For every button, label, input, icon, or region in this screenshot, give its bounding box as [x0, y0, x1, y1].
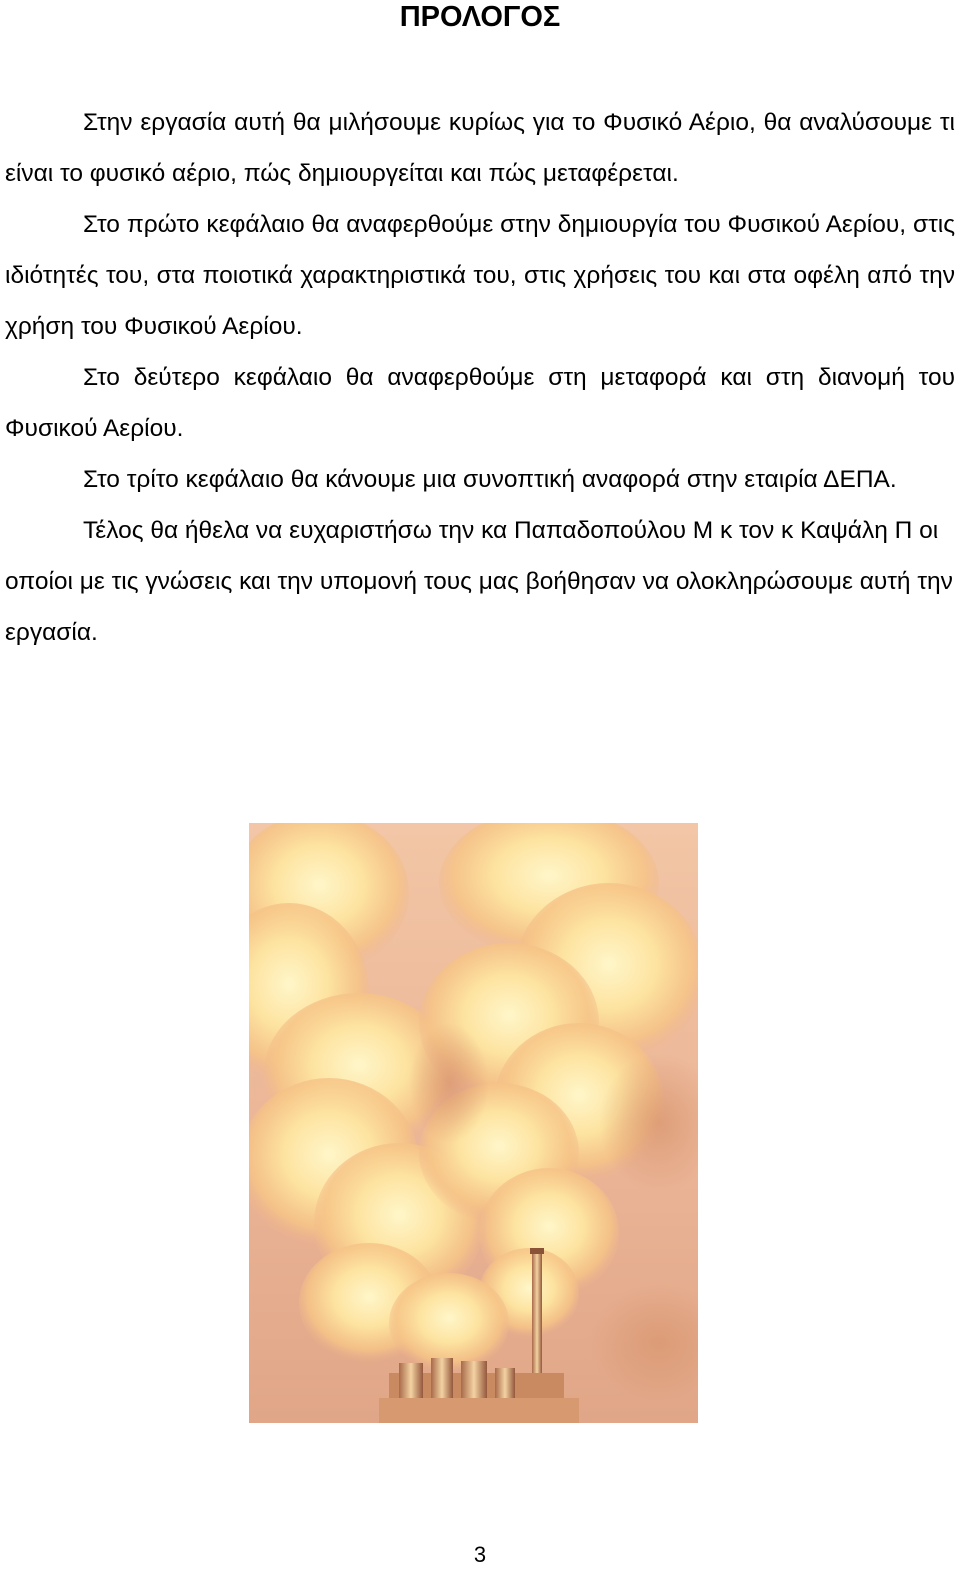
chimney [532, 1248, 542, 1378]
paragraph-chapter-one: Στο πρώτο κεφάλαιο θα αναφερθούμε στην δημιουργία του Φυσικού Αερίου, στις ιδιότητές του, στα ποιοτικά χαρακτηριστικά του, στις χρήσεις του και στα οφέλη από την χρήση του Φυσικού Αερίου. [5, 211, 955, 340]
preface-body [5, 97, 955, 658]
page-title: ΠΡΟΛΟΓΟΣ [399, 1, 561, 33]
paragraph-chapter-two: Στο δεύτερο κεφάλαιο θα αναφερθούμε στη μεταφορά και στη διανομή του Φυσικού Αερίου. [5, 364, 955, 442]
paragraph-chapter-three: Στο τρίτο κεφάλαιο θα κάνουμε μια συνοπτική αναφορά στην εταιρία ΔΕΠΑ. [83, 466, 897, 493]
paragraph-acknowledgements: Τέλος θα ήθελα να ευχαριστήσω την κα Παπαδοπούλου Μ κ τον κ Καψάλη Π οι οποίοι με τις γνώσεις και την υπομονή τους μας βοήθησαν να ολοκληρώσουμε αυτή την εργασία. [5, 517, 953, 646]
smoke-illustration [249, 823, 698, 1423]
smokestack-photo [249, 823, 698, 1423]
page-number: 3 [473, 1542, 487, 1567]
paragraph-intro: Στην εργασία αυτή θα μιλήσουμε κυρίως για το Φυσικό Αέριο, θα αναλύσουμε τι είναι το φυσικό αέριο, πώς δημιουργείται και πώς μεταφέρεται. [5, 109, 955, 187]
